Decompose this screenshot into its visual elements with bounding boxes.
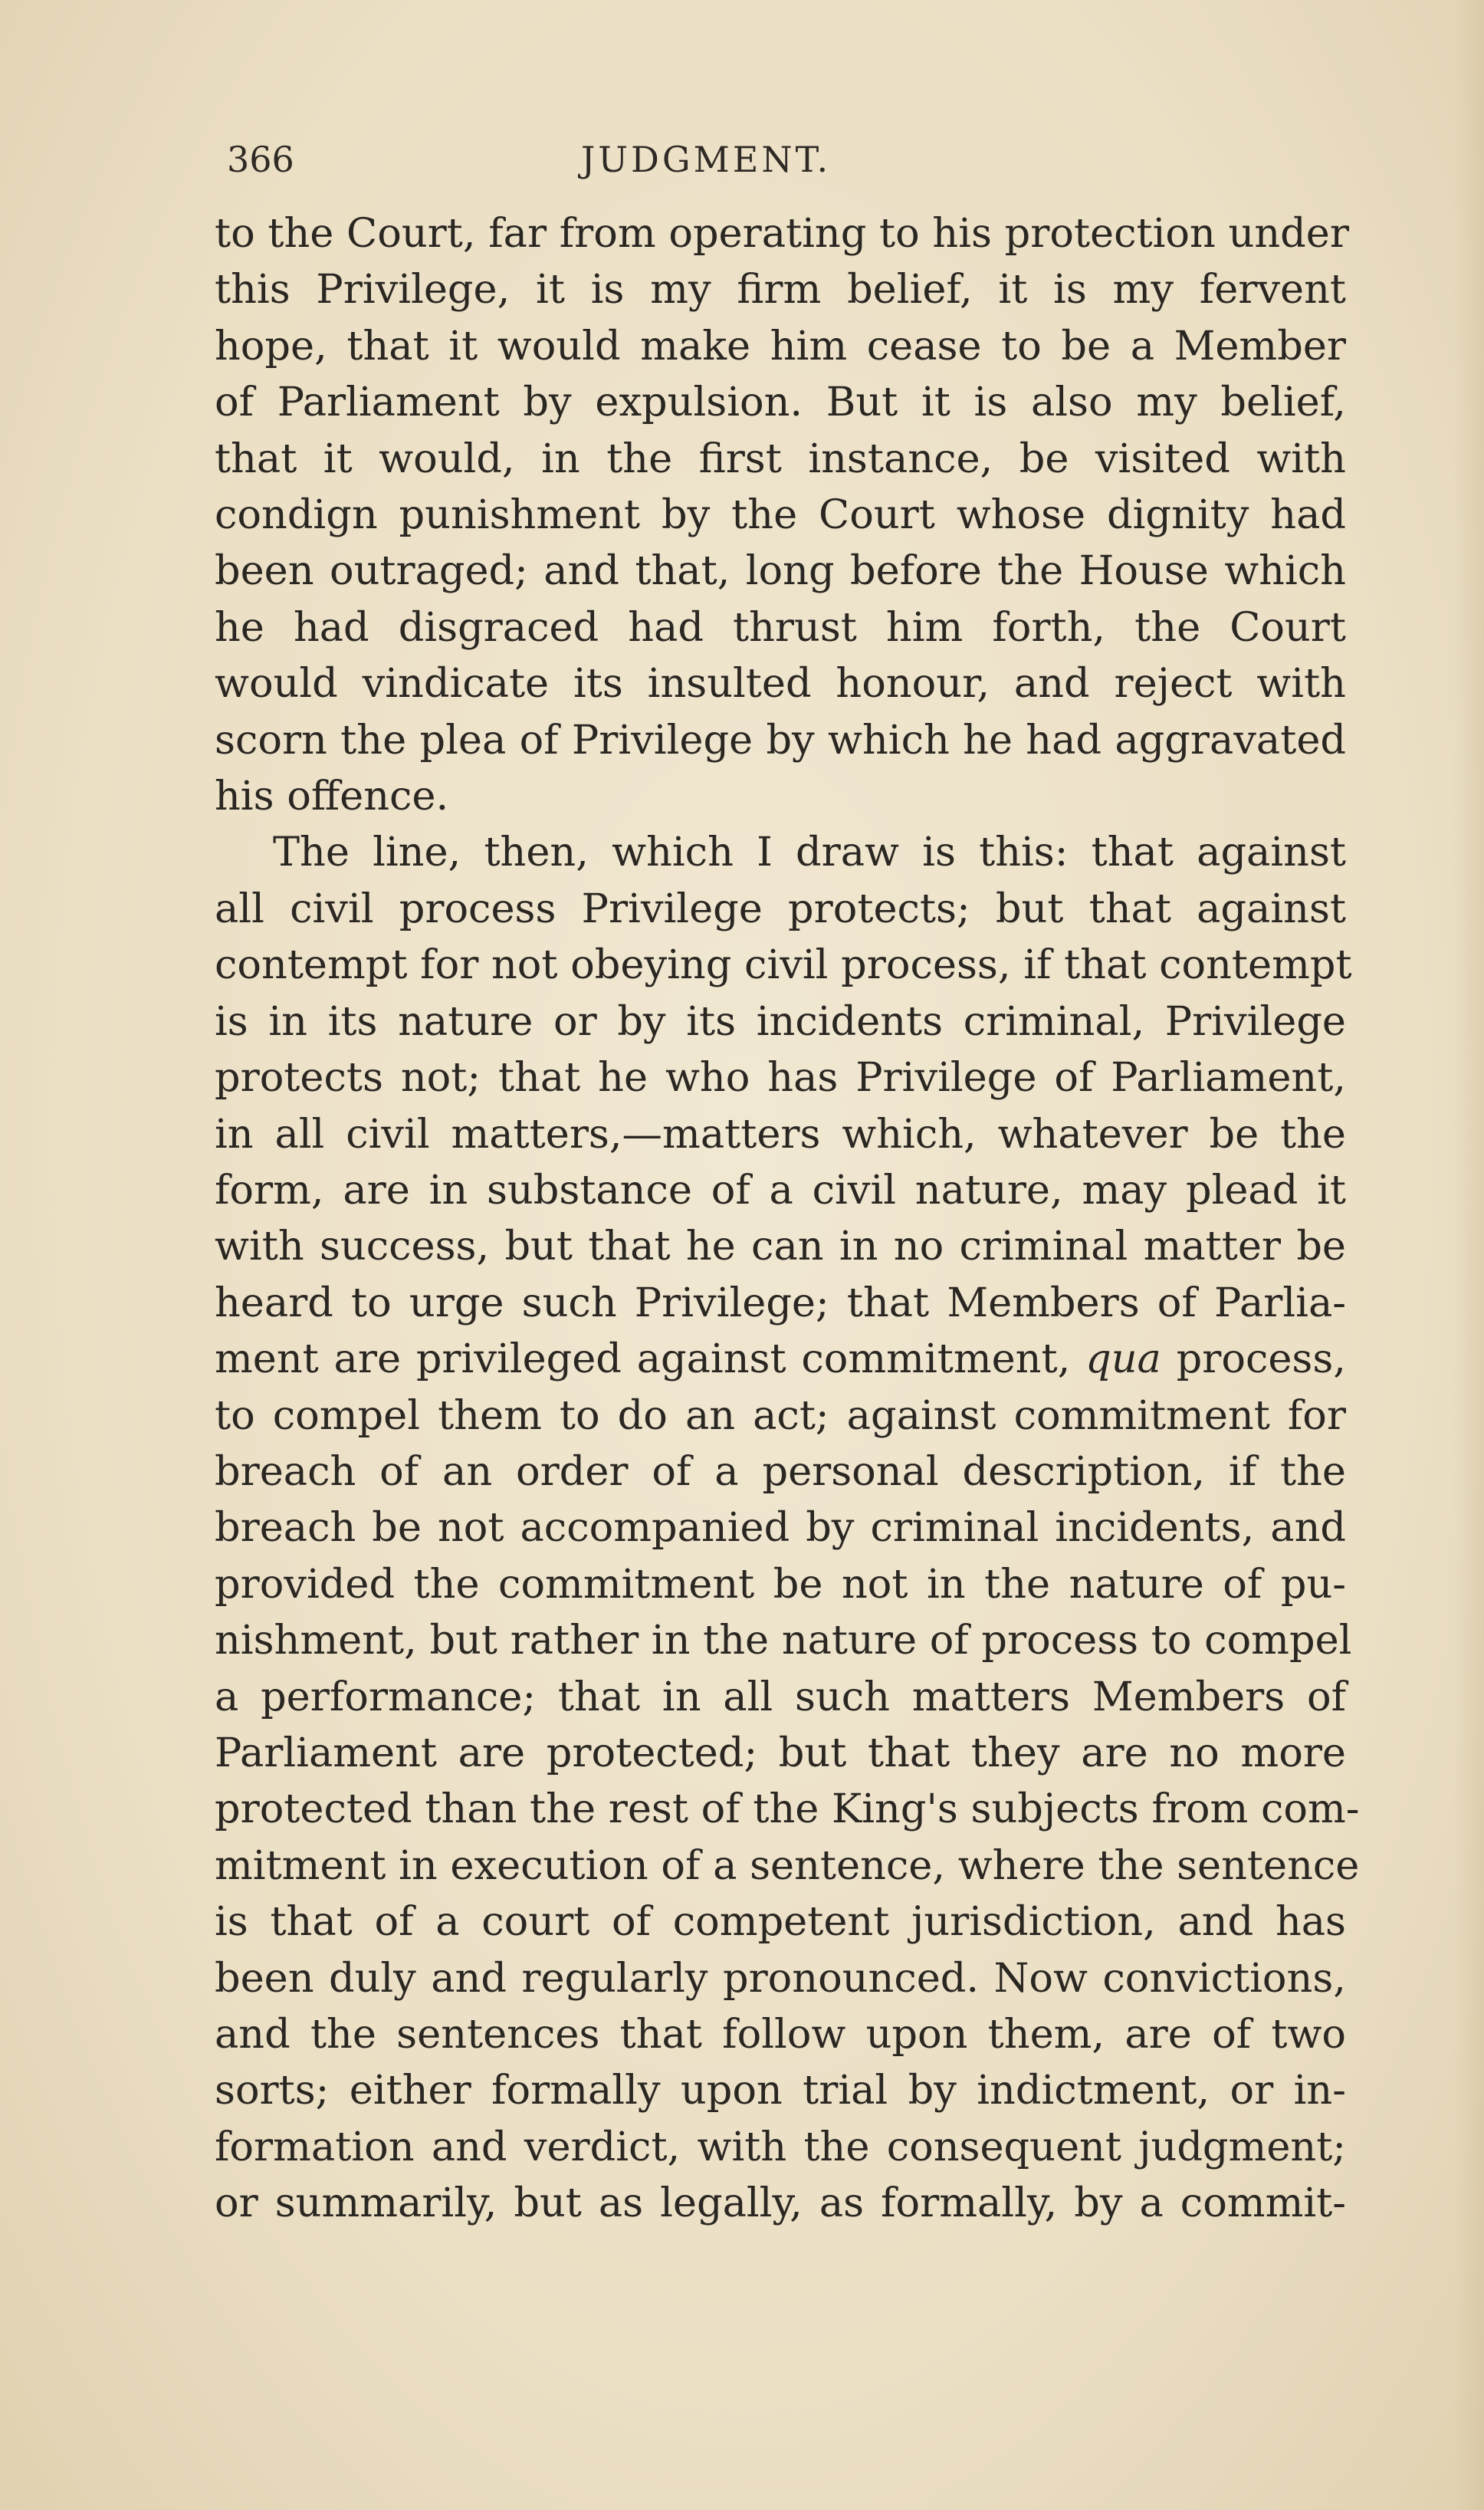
text-line: breach of an order of a personal description, if the: [215, 1447, 1346, 1495]
text-line: to compel them to do an act; against commitment for: [215, 1391, 1346, 1439]
text-line: sorts; either formally upon trial by indictment, or in-: [215, 2067, 1346, 2114]
text-line: The line, then, which I draw is this: that against: [273, 829, 1346, 876]
text-line: is in its nature or by its incidents criminal, Privilege: [215, 997, 1346, 1045]
paragraph-2: [215, 824, 1360, 2231]
running-title: JUDGMENT.: [580, 139, 832, 180]
text-line: this Privilege, it is my firm belief, it is my fervent: [215, 266, 1346, 314]
text-line: would vindicate its insulted honour, and reject with: [215, 660, 1346, 708]
text-line: or summarily, but as legally, as formally, by a commit-: [215, 2180, 1346, 2227]
text-line: is that of a court of competent jurisdiction, and has: [215, 1898, 1346, 1946]
text-line: to the Court, far from operating to his protection under: [215, 210, 1349, 257]
text-line: heard to urge such Privilege; that Members of Parlia-: [215, 1279, 1346, 1326]
text-line: been duly and regularly pronounced. Now convictions,: [215, 1954, 1346, 2002]
text-line: in all civil matters,—matters which, whatever be the: [215, 1110, 1346, 1158]
page-number: 366: [227, 139, 294, 180]
text-line: of Parliament by expulsion. But it is also my belief,: [215, 379, 1346, 426]
text-line: scorn the plea of Privilege by which he had aggravated: [215, 716, 1346, 764]
text-line: contempt for not obeying civil process, if that contempt: [215, 941, 1352, 989]
text-line: nishment, but rather in the nature of process to compel: [215, 1617, 1352, 1664]
paragraph-1: [215, 205, 1349, 824]
text-line: with success, but that he can in no criminal matter be: [215, 1223, 1346, 1270]
text-line: he had disgraced had thrust him forth, the Court: [215, 603, 1346, 651]
body-text: [215, 205, 1360, 2232]
text-line: condign punishment by the Court whose dignity had: [215, 491, 1346, 539]
text-line: protected than the rest of the King's subjects from com-: [215, 1786, 1360, 1833]
italic-word: qua: [1085, 1335, 1161, 1383]
text-segment: process,: [1161, 1335, 1346, 1383]
text-line: all civil process Privilege protects; but that against: [215, 885, 1346, 932]
text-line: formation and verdict, with the consequent judgment;: [215, 2123, 1346, 2170]
text-line: hope, that it would make him cease to be a Member: [215, 322, 1346, 370]
text-segment: ment are privileged against commitment,: [215, 1335, 1071, 1383]
text-line: a performance; that in all such matters Members of: [215, 1673, 1346, 1720]
text-line: his offence.: [215, 773, 449, 820]
running-head: [227, 129, 1154, 190]
page-edge-shadow: [1453, 0, 1484, 2510]
text-line: provided the commitment be not in the nature of pu-: [215, 1560, 1346, 1608]
text-line: Parliament are protected; but that they are no more: [215, 1729, 1346, 1776]
text-line: protects not; that he who has Privilege of Parliament,: [215, 1054, 1346, 1102]
text-line-with-italic: [215, 1331, 1346, 1387]
text-line: been outraged; and that, long before the House which: [215, 547, 1346, 595]
text-line: breach be not accompanied by criminal incidents, and: [215, 1504, 1346, 1552]
text-line: and the sentences that follow upon them, are of two: [215, 2011, 1346, 2058]
text-line: that it would, in the first instance, be visited with: [215, 435, 1346, 482]
text-line: mitment in execution of a sentence, where the sentence: [215, 1841, 1360, 1889]
text-line: form, are in substance of a civil nature, may plead it: [215, 1166, 1346, 1214]
book-page: [215, 0, 1360, 2510]
